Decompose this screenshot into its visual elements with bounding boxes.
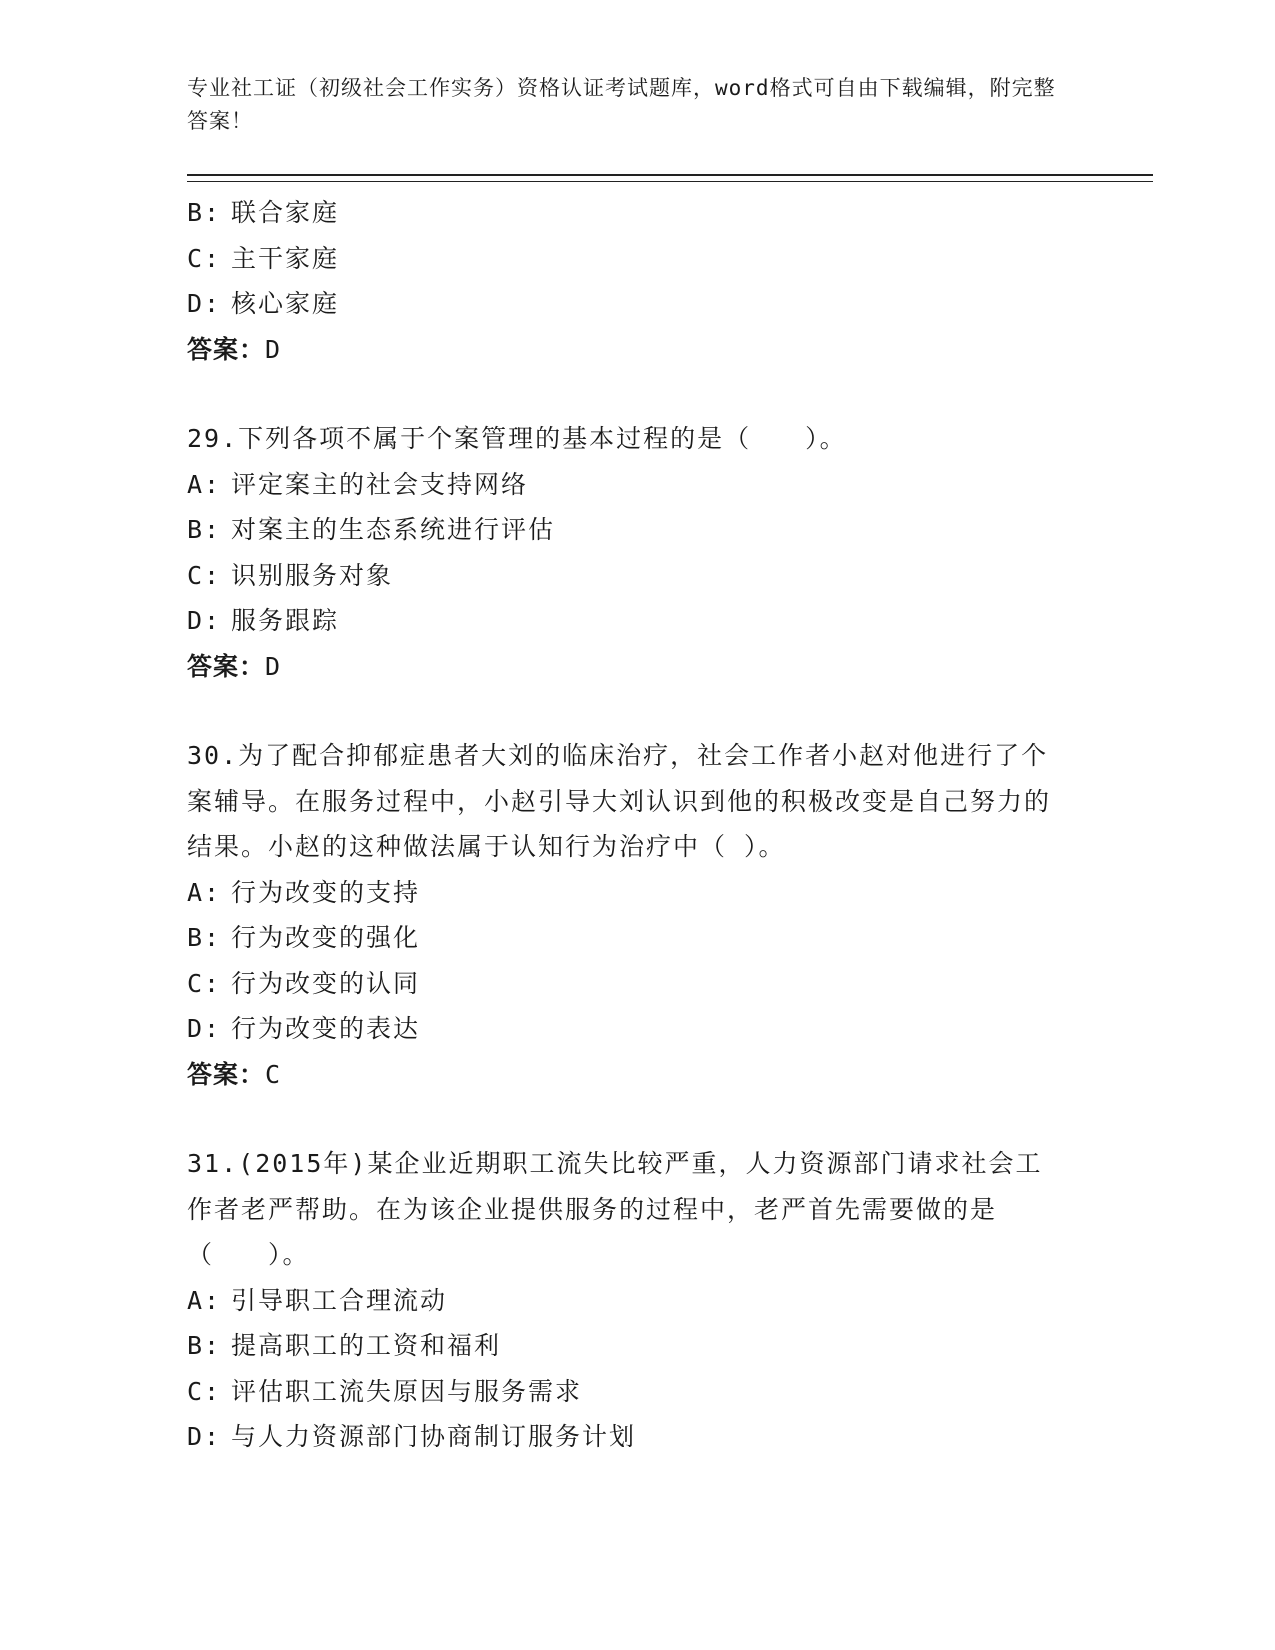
option-text: 核心家庭: [231, 289, 340, 318]
option-a: [187, 1278, 1147, 1324]
answer-line: [187, 327, 1147, 373]
option-text: 行为改变的表达: [231, 1014, 421, 1043]
option-a: [187, 870, 1147, 916]
answer-value: D: [265, 334, 283, 364]
option-key: B:: [187, 923, 222, 952]
option-c: [187, 236, 1147, 282]
option-key: C:: [187, 968, 222, 998]
option-text: 提高职工的工资和福利: [231, 1331, 502, 1360]
option-key: A:: [187, 469, 222, 499]
question-text: 29.下列各项不属于个案管理的基本过程的是（ ）。: [187, 424, 847, 453]
option-text: 行为改变的强化: [231, 923, 421, 952]
option-key: B:: [187, 515, 222, 544]
option-text: 评定案主的社会支持网络: [231, 469, 529, 499]
option-text: 行为改变的支持: [231, 877, 421, 907]
question-text: 30.为了配合抑郁症患者大刘的临床治疗，社会工作者小赵对他进行了个案辅导。在服务过程中，小赵引导大刘认识到他的积极改变是自己努力的结果。小赵的这种做法属于认知行为治疗中（ ）。: [187, 741, 1052, 861]
option-key: A:: [187, 877, 222, 907]
answer-line: [187, 1052, 1147, 1098]
option-c: [187, 961, 1147, 1007]
question-28-continued: [187, 190, 1147, 372]
option-key: B:: [187, 1331, 222, 1360]
answer-value: C: [265, 1059, 283, 1089]
option-a: [187, 462, 1147, 508]
option-text: 引导职工合理流动: [231, 1285, 448, 1315]
option-d: [187, 1006, 1147, 1052]
answer-label: 答案：: [187, 334, 266, 364]
option-key: D:: [187, 289, 222, 318]
document-page: [187, 72, 1147, 1460]
page-header-title: 专业社工证（初级社会工作实务）资格认证考试题库，word格式可自由下载编辑，附完整答案！: [187, 76, 1056, 133]
question-text: 31.(2015年)某企业近期职工流失比较严重，人力资源部门请求社会工作者老严帮助。在为该企业提供服务的过程中，老严首先需要做的是（ ）。: [187, 1149, 1043, 1269]
option-b: [187, 1323, 1147, 1369]
option-text: 识别服务对象: [231, 560, 394, 590]
option-d: [187, 598, 1147, 644]
option-d: [187, 281, 1147, 327]
answer-line: [187, 644, 1147, 690]
option-b: [187, 507, 1147, 553]
option-key: B:: [187, 198, 222, 227]
answer-value: D: [265, 651, 283, 681]
option-key: C:: [187, 560, 222, 590]
option-key: C:: [187, 243, 222, 273]
option-text: 服务跟踪: [231, 606, 340, 635]
question-list: [187, 190, 1147, 1460]
option-c: [187, 1369, 1147, 1415]
option-c: [187, 553, 1147, 599]
option-b: [187, 915, 1147, 961]
option-key: A:: [187, 1285, 222, 1315]
option-text: 对案主的生态系统进行评估: [231, 515, 556, 544]
header-divider: [187, 174, 1153, 182]
option-b: [187, 190, 1147, 236]
option-key: D:: [187, 1422, 222, 1451]
option-d: [187, 1414, 1147, 1460]
question-29: [187, 416, 1147, 689]
option-text: 主干家庭: [231, 243, 340, 273]
question-30: [187, 733, 1147, 1097]
question-31: [187, 1141, 1147, 1460]
option-text: 评估职工流失原因与服务需求: [231, 1376, 583, 1406]
option-key: C:: [187, 1376, 222, 1406]
answer-label: 答案：: [187, 651, 266, 681]
option-text: 联合家庭: [231, 198, 340, 227]
answer-label: 答案：: [187, 1059, 266, 1089]
option-text: 行为改变的认同: [231, 968, 421, 998]
option-key: D:: [187, 1014, 222, 1043]
option-text: 与人力资源部门协商制订服务计划: [231, 1422, 637, 1451]
option-key: D:: [187, 606, 222, 635]
